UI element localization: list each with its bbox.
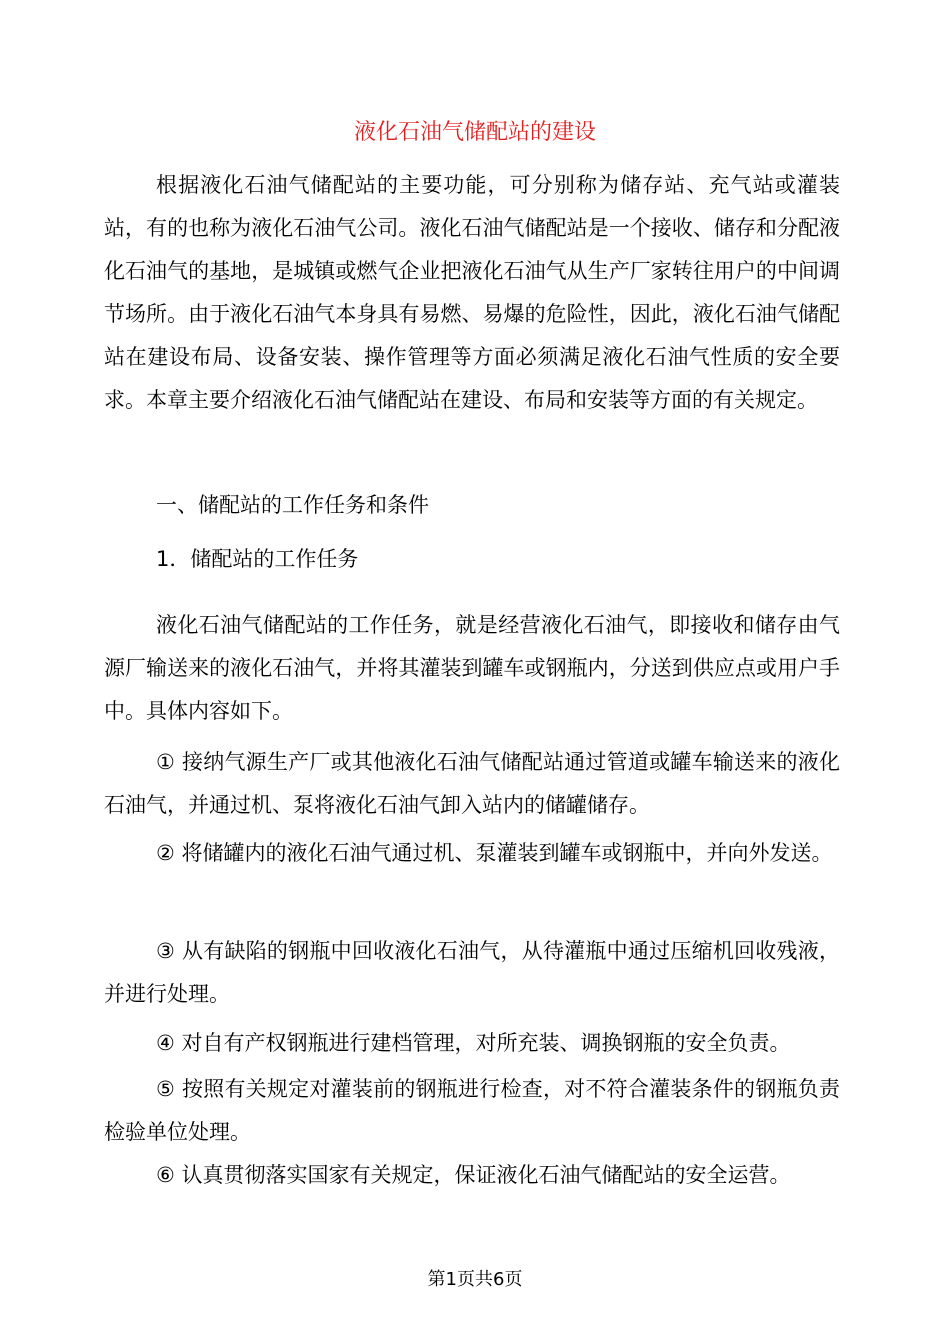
tasks-intro-paragraph: 液化石油气储配站的工作任务，就是经营液化石油气，即接收和储存由气源厂输送来的液化石油气，并将其灌装到罐车或钢瓶内，分送到供应点或用户手中。具体内容如下。 [104,613,840,723]
task-item-1: ① 接纳气源生产厂或其他液化石油气储配站通过管道或罐车输送来的液化石油气，并通过机、泵将液化石油气卸入站内的储罐储存。 [104,750,840,817]
intro-paragraph: 根据液化石油气储配站的主要功能，可分别称为储存站、充气站或灌装站，有的也称为液化石油气公司。液化石油气储配站是一个接收、储存和分配液化石油气的基地，是城镇或燃气企业把液化石油气从生产厂家转往用户的中间调节场所。由于液化石油气本身具有易燃、易爆的危险性，因此，液化石油气储配站在建设布局、设备安装、操作管理等方面必须满足液化石油气性质的安全要求。本章主要介绍液化石油气储配站在建设、布局和安装等方面的有关规定。 [104,173,840,412]
subsection-heading: 1．储配站的工作任务 [156,547,359,571]
task-item-3: ③ 从有缺陷的钢瓶中回收液化石油气，从待灌瓶中通过压缩机回收残液，并进行处理。 [104,939,840,1006]
task-item-6: ⑥ 认真贯彻落实国家有关规定，保证液化石油气储配站的安全运营。 [156,1163,791,1187]
document-title: 液化石油气储配站的建设 [353,120,596,145]
section-heading: 一、储配站的工作任务和条件 [156,493,429,517]
page-footer: 第1页共6页 [427,1269,523,1290]
task-item-5: ⑤ 按照有关规定对灌装前的钢瓶进行检查，对不符合灌装条件的钢瓶负责检验单位处理。 [104,1077,840,1144]
task-item-4: ④ 对自有产权钢瓶进行建档管理，对所充装、调换钢瓶的安全负责。 [156,1031,791,1055]
task-item-2: ② 将储罐内的液化石油气通过机、泵灌装到罐车或钢瓶中，并向外发送。 [156,841,833,865]
